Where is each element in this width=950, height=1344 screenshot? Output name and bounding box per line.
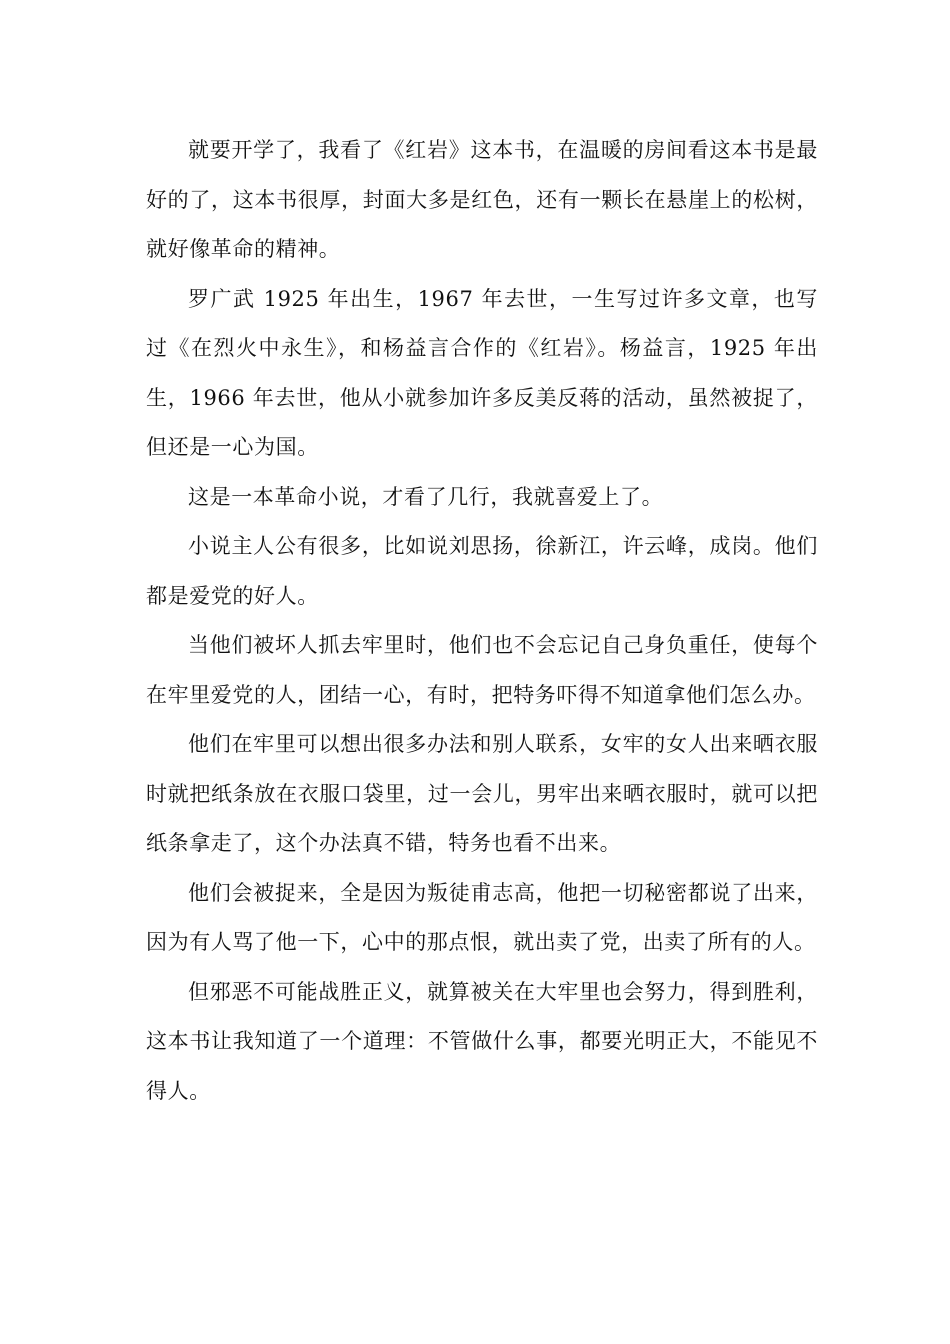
paragraph-7: 他们会被捉来，全是因为叛徒甫志高，他把一切秘密都说了出来，因为有人骂了他一下，心中的那点恨，就出卖了党，出卖了所有的人。 [146, 880, 818, 954]
paragraph-1: 就要开学了，我看了《红岩》这本书，在温暖的房间看这本书是最好的了，这本书很厚，封面大多是红色，还有一颗长在悬崖上的松树，就好像革命的精神。 [146, 138, 818, 261]
document-page [146, 126, 818, 1116]
paragraph-6: 他们在牢里可以想出很多办法和别人联系，女牢的女人出来晒衣服时就把纸条放在衣服口袋里，过一会儿，男牢出来晒衣服时，就可以把纸条拿走了，这个办法真不错，特务也看不出来。 [146, 732, 818, 855]
paragraph-5: 当他们被坏人抓去牢里时，他们也不会忘记自己身负重任，使每个在牢里爱党的人，团结一心，有时，把特务吓得不知道拿他们怎么办。 [146, 633, 818, 707]
paragraph-8: 但邪恶不可能战胜正义，就算被关在大牢里也会努力，得到胜利，这本书让我知道了一个道理：不管做什么事，都要光明正大，不能见不得人。 [146, 979, 818, 1103]
paragraph-4: 小说主人公有很多，比如说刘思扬，徐新江，许云峰，成岗。他们都是爱党的好人。 [146, 534, 818, 608]
paragraph-3: 这是一本革命小说，才看了几行，我就喜爱上了。 [188, 484, 664, 509]
paragraph-2: 罗广武 1925 年出生，1967 年去世，一生写过许多文章，也写过《在烈火中永生》，和杨益言合作的《红岩》。杨益言，1925 年出生，1966 年去世，他从小就参加许多反美反蒋的活动，虽然被捉了，但还是一心为国。 [146, 286, 818, 459]
